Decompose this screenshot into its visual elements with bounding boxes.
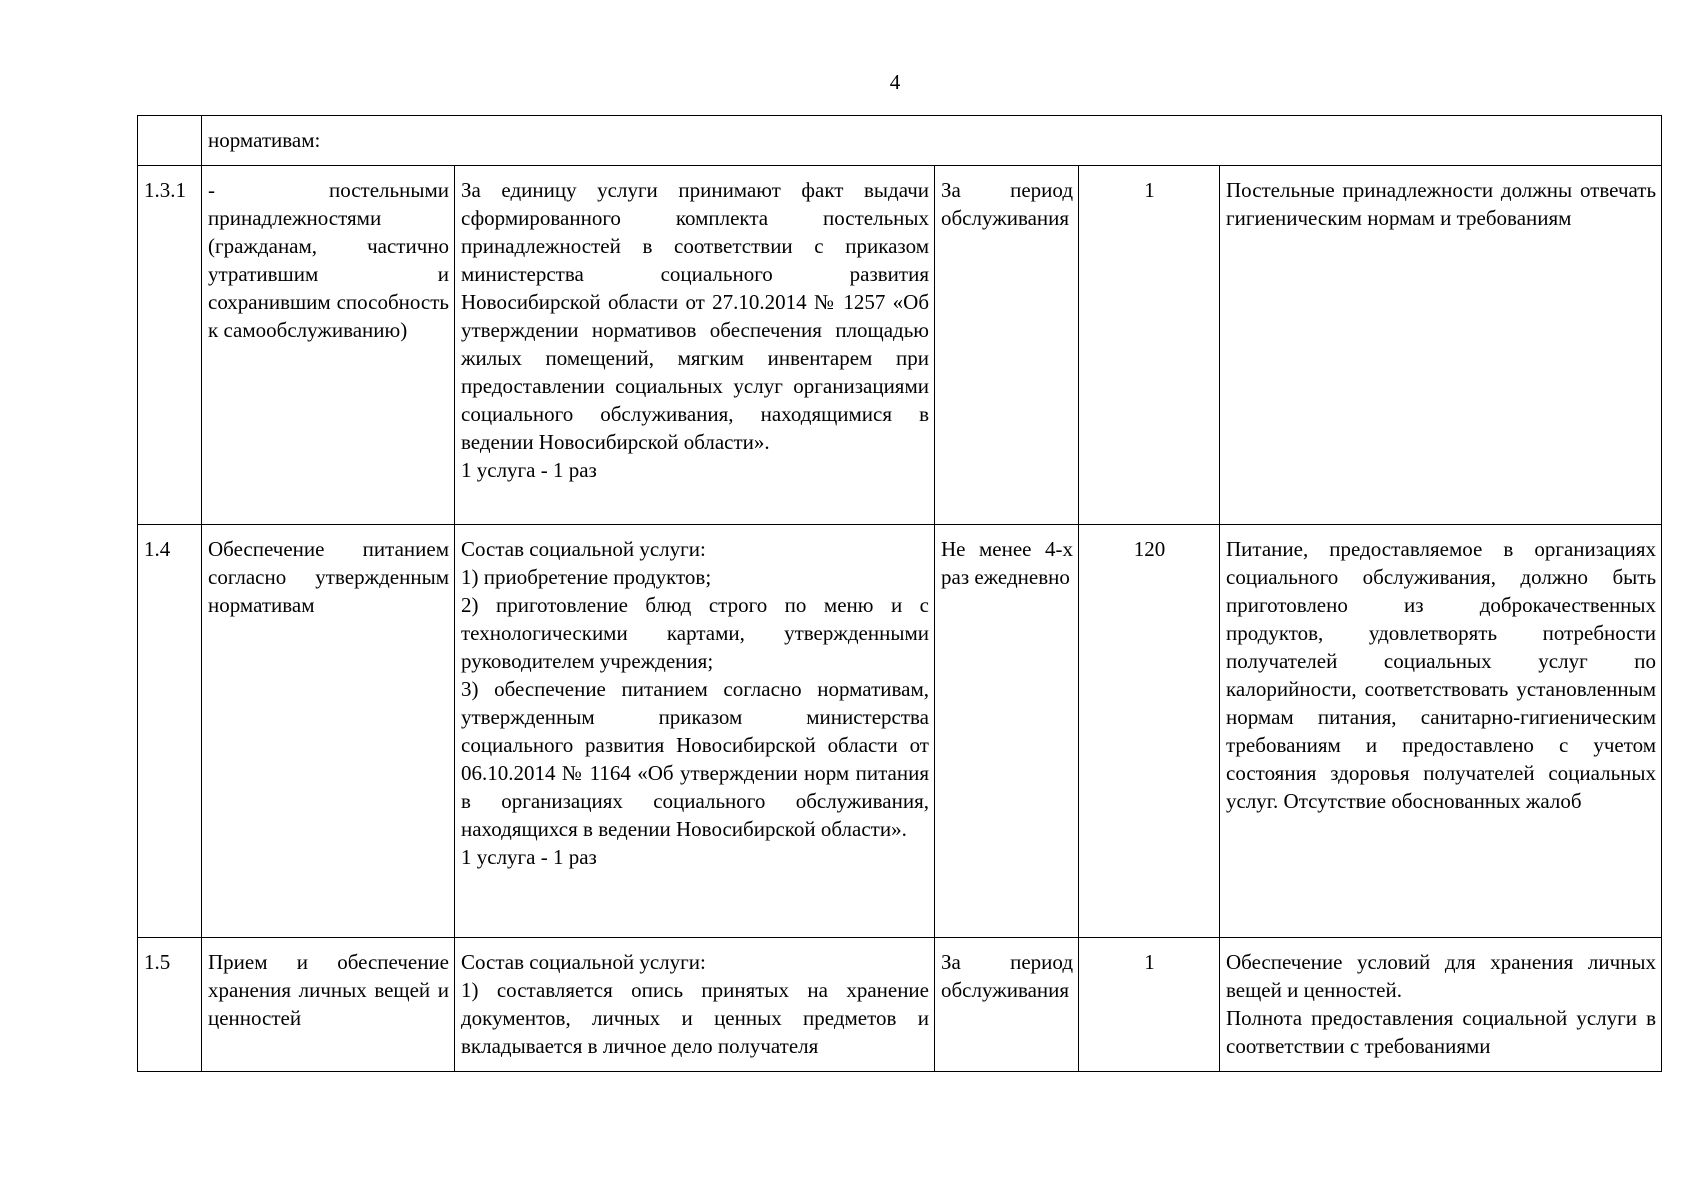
cell-quality bbox=[1220, 525, 1662, 938]
cell-continuation bbox=[202, 116, 1662, 166]
description-paragraph: 1 услуга - 1 раз bbox=[461, 458, 597, 482]
cell-period: Не менее 4-х раз ежедневно bbox=[935, 525, 1079, 938]
description-paragraph: За единицу услуги принимают факт выдачи сформированного комплекта постельных принадлежностей в соответствии с приказом министерства социального развития Новосибирской области от 27.10.2014 № 1257 «Об утверждении нормативов обеспечения площадью жилых помещений, мягким инвентарем при предоставлении социальных услуг организациями социального обслуживания, находящимися в ведении Новосибирской области». bbox=[461, 178, 929, 454]
description-paragraph: 3) обеспечение питанием согласно нормативам, утвержденным приказом министерства социального развития Новосибирской области от 06.10.2014 № 1164 «Об утверждении норм питания в организациях социального обслуживания, находящихся в ведении Новосибирской области». bbox=[461, 677, 929, 841]
cell-service-name: Прием и обеспечение хранения личных вещей и ценностей bbox=[202, 938, 455, 1072]
page-number: 4 bbox=[889, 70, 901, 94]
cell-volume: 120 bbox=[1079, 525, 1220, 938]
cell-period: За период обслуживания bbox=[935, 166, 1079, 525]
cell-quality bbox=[1220, 166, 1662, 525]
quality-paragraph: Обеспечение условий для хранения личных вещей и ценностей. bbox=[1226, 950, 1657, 1002]
cell-num: 1.4 bbox=[138, 525, 202, 938]
table-row-continuation bbox=[138, 116, 1662, 166]
cell-quality bbox=[1220, 938, 1662, 1072]
table-row bbox=[138, 938, 1662, 1072]
description-paragraph: Состав социальной услуги: bbox=[461, 537, 706, 561]
description-paragraph: 2) приготовление блюд строго по меню и с технологическими картами, утвержденными руководителем учреждения; bbox=[461, 593, 929, 673]
description-paragraph: 1 услуга - 1 раз bbox=[461, 845, 597, 869]
cell-period: За период обслуживания bbox=[935, 938, 1079, 1072]
cell-service-name: Обеспечение питанием согласно утвержденным нормативам bbox=[202, 525, 455, 938]
quality-paragraph: Питание, предоставляемое в организациях социального обслуживания, должно быть приготовлено из доброкачественных продуктов, удовлетворять потребности получателей социальных услуг по калорийности, соответствовать установленным нормам питания, санитарно-гигиеническим требованиям и предоставлено с учетом состояния здоровья получателей социальных услуг. Отсутствие обоснованных жалоб bbox=[1226, 537, 1657, 813]
cell-num: 1.3.1 bbox=[138, 166, 202, 525]
services-table bbox=[137, 115, 1662, 1072]
cell-description bbox=[455, 525, 935, 938]
cell-service-name: - постельными принадлежностями (гражданам, частично утратившим и сохранившим способность к самообслуживанию) bbox=[202, 166, 455, 525]
description-paragraph: 1) составляется опись принятых на хранение документов, личных и ценных предметов и вкладывается в личное дело получателя bbox=[461, 978, 929, 1058]
table-row bbox=[138, 166, 1662, 525]
table-row bbox=[138, 525, 1662, 938]
quality-paragraph: Постельные принадлежности должны отвечать гигиеническим нормам и требованиям bbox=[1226, 178, 1657, 230]
quality-paragraph: Полнота предоставления социальной услуги в соответствии с требованиями bbox=[1226, 1006, 1657, 1058]
description-paragraph: Состав социальной услуги: bbox=[461, 950, 706, 974]
cell-num: 1.5 bbox=[138, 938, 202, 1072]
cell-num bbox=[138, 116, 202, 166]
cell-description bbox=[455, 938, 935, 1072]
cell-volume: 1 bbox=[1079, 938, 1220, 1072]
cell-description bbox=[455, 166, 935, 525]
description-paragraph: 1) приобретение продуктов; bbox=[461, 565, 712, 589]
cell-volume: 1 bbox=[1079, 166, 1220, 525]
continuation-text: нормативам: bbox=[208, 128, 321, 152]
